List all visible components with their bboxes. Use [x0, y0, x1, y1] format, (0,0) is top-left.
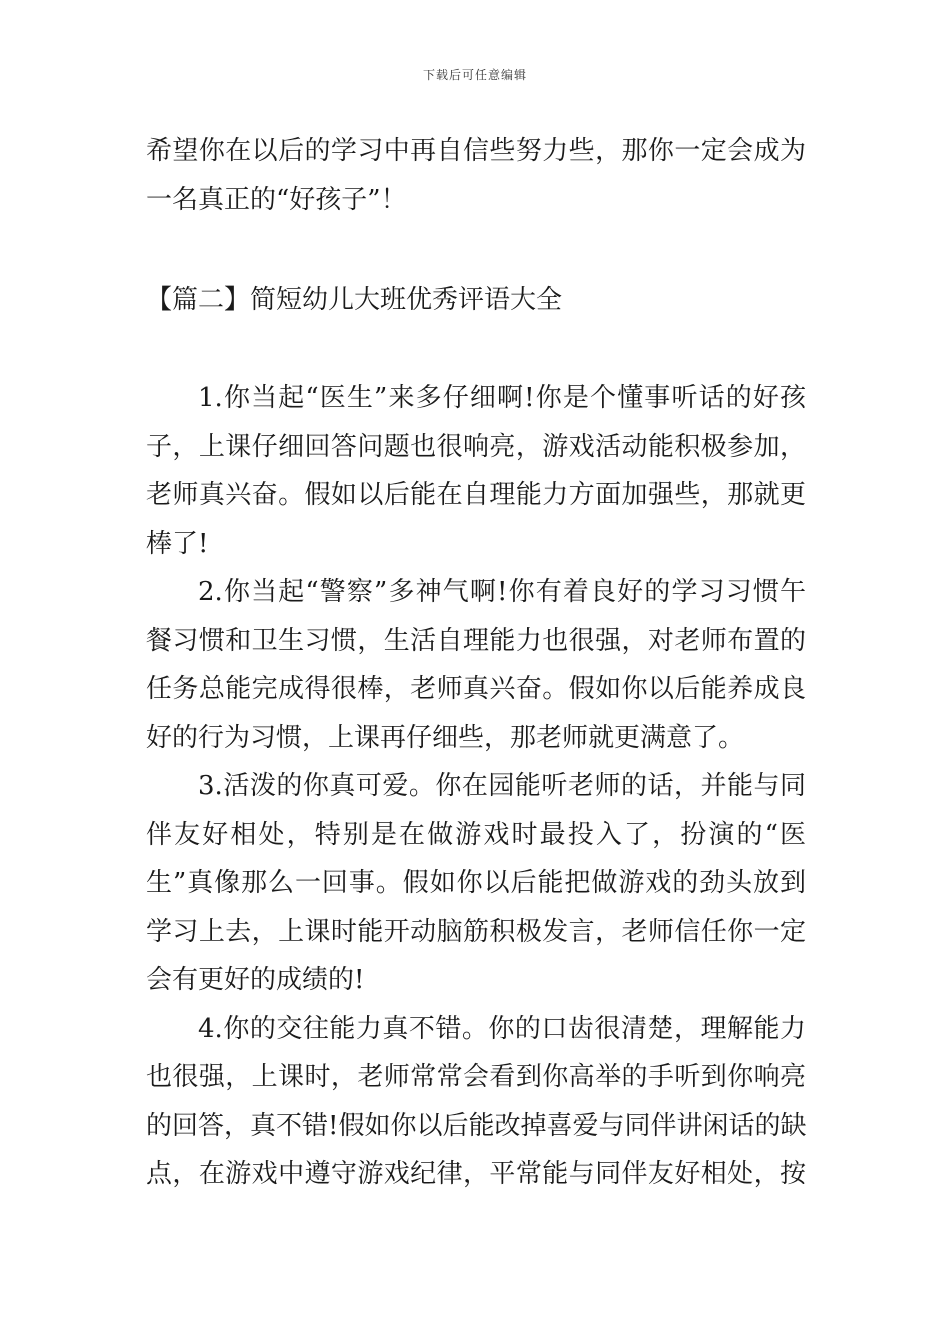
text-line: 1.你当起“医生”来多仔细啊!你是个懂事听话的好孩 — [198, 383, 806, 413]
text-line: 3.活泼的你真可爱。你在园能听老师的话，并能与同 — [198, 771, 806, 801]
text-line: 子，上课仔细回答问题也很响亮，游戏活动能积极参加， — [146, 431, 806, 462]
text-line: 也很强，上课时，老师常常会看到你高举的手听到你响亮 — [146, 1062, 806, 1092]
section-title: 【篇二】简短幼儿大班优秀评语大全 — [146, 285, 563, 315]
text-line: 的回答，真不错!假如你以后能改掉喜爱与同伴讲闲话的缺 — [146, 1110, 807, 1141]
text-line: 生”真像那么一回事。假如你以后能把做游戏的劲头放到 — [146, 868, 806, 898]
comment-item-4 — [146, 1005, 806, 1199]
text-line: 学习上去，上课时能开动脑筋积极发言，老师信任你一定 — [146, 916, 806, 947]
comment-item-3 — [146, 762, 806, 1005]
text-line: 希望你在以后的学习中再自信些努力些，那你一定会成为 — [146, 136, 806, 166]
text-line: 任务总能完成得很棒，老师真兴奋。假如你以后能养成良 — [146, 674, 806, 704]
text-line: 4.你的交往能力真不错。你的口齿很清楚，理解能力 — [198, 1013, 806, 1044]
text-line: 2.你当起“警察”多神气啊!你有着良好的学习习惯午 — [198, 577, 806, 607]
text-line: 伴友好相处，特别是在做游戏时最投入了，扮演的“医 — [146, 819, 806, 850]
text-line: 会有更好的成绩的! — [146, 965, 365, 995]
comment-list — [146, 374, 806, 1199]
text-line: 餐习惯和卫生习惯，生活自理能力也很强，对老师布置的 — [146, 625, 806, 656]
comment-item-1 — [146, 374, 806, 568]
page-header-note: 下载后可任意编辑 — [422, 68, 527, 82]
text-line: 一名真正的“好孩子”！ — [146, 184, 407, 215]
text-line: 好的行为习惯，上课再仔细些，那老师就更满意了。 — [146, 722, 745, 753]
intro-paragraph — [146, 127, 806, 224]
text-line: 棒了! — [146, 528, 209, 559]
comment-item-2 — [146, 568, 806, 762]
text-line: 点，在游戏中遵守游戏纪律，平常能与同伴友好相处，按 — [146, 1159, 806, 1189]
text-line: 老师真兴奋。假如以后能在自理能力方面加强些，那就更 — [146, 480, 806, 510]
